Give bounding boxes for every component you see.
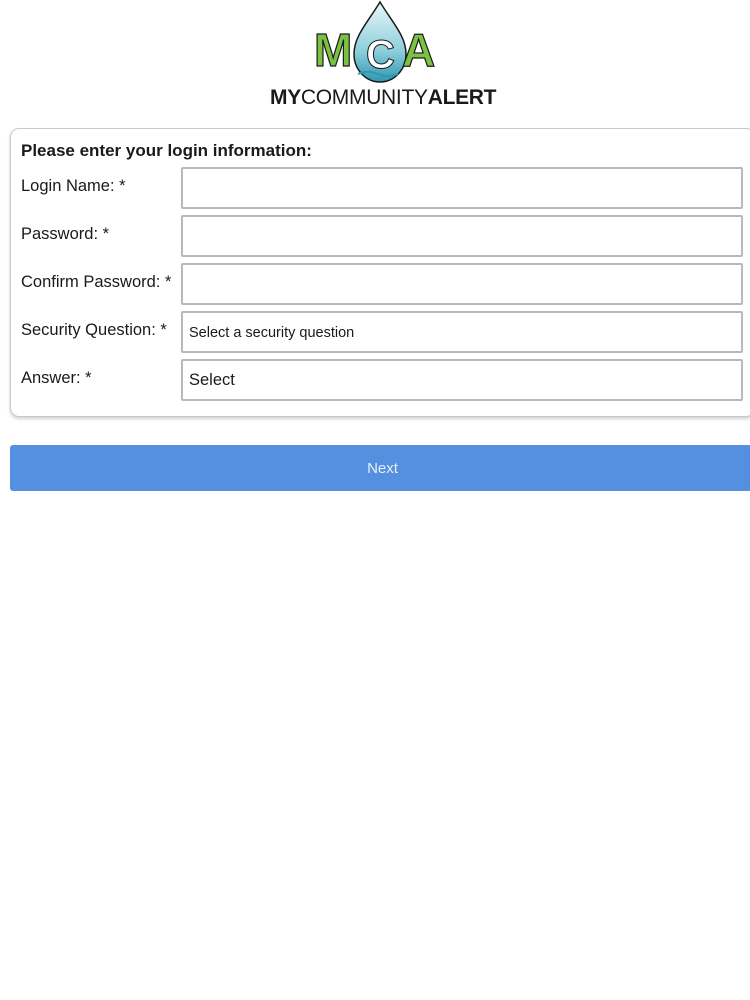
- wordmark-community: COMMUNITY: [300, 86, 428, 109]
- answer-value: Select: [189, 371, 235, 389]
- login-name-label: Login Name: *: [21, 177, 126, 195]
- login-name-input[interactable]: [181, 167, 743, 209]
- security-question-select[interactable]: [181, 311, 743, 353]
- login-name-row: [11, 167, 750, 209]
- logo-letter-c: C: [366, 33, 395, 77]
- password-input[interactable]: [181, 215, 743, 257]
- logo-letter-a: A: [402, 24, 436, 76]
- security-question-row: [11, 311, 750, 353]
- confirm-password-input[interactable]: [181, 263, 743, 305]
- logo-wordmark: [270, 86, 497, 110]
- next-button[interactable]: Next: [10, 445, 750, 491]
- logo-letter-m: M: [314, 24, 353, 76]
- answer-row: [11, 359, 750, 401]
- wordmark-my: MY: [270, 86, 301, 109]
- app-logo: [270, 0, 497, 112]
- confirm-password-row: [11, 263, 750, 305]
- wordmark-alert: ALERT: [427, 86, 497, 109]
- mca-logo-graphic: [298, 0, 462, 84]
- answer-label: Answer: *: [21, 369, 92, 387]
- answer-input[interactable]: [181, 359, 743, 401]
- security-question-value: Select a security question: [189, 325, 355, 341]
- security-question-label: Security Question: *: [21, 321, 167, 339]
- confirm-password-label: Confirm Password: *: [21, 273, 172, 291]
- password-label: Password: *: [21, 225, 110, 243]
- password-row: [11, 215, 750, 257]
- form-title: Please enter your login information:: [21, 141, 312, 160]
- login-info-card: [10, 128, 750, 417]
